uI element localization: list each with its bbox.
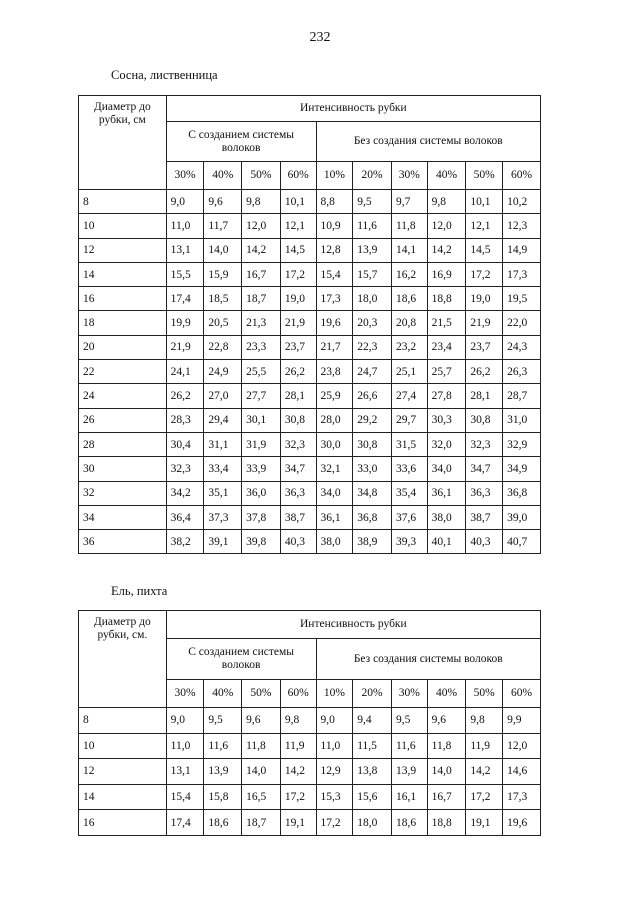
- value-cell: 38,0: [316, 530, 353, 554]
- value-cell: 13,9: [391, 759, 427, 785]
- value-cell: 34,2: [166, 481, 204, 505]
- value-cell: 13,1: [166, 238, 204, 262]
- value-cell: 26,2: [166, 384, 204, 408]
- header-without-pct: 50%: [466, 680, 503, 708]
- table-row: [79, 481, 541, 505]
- value-cell: 17,2: [280, 784, 316, 810]
- value-cell: 11,9: [466, 733, 503, 759]
- value-cell: 12,0: [427, 214, 466, 238]
- value-cell: 23,2: [391, 335, 427, 359]
- value-cell: 17,3: [503, 784, 541, 810]
- diameter-cell: 8: [79, 190, 167, 214]
- header-without-pct: 10%: [316, 680, 353, 708]
- value-cell: 10,1: [466, 190, 503, 214]
- value-cell: 26,6: [353, 384, 392, 408]
- table-row: [79, 733, 541, 759]
- header-without-pct: 10%: [316, 162, 353, 190]
- value-cell: 32,1: [316, 457, 353, 481]
- value-cell: 11,6: [391, 733, 427, 759]
- diameter-cell: 24: [79, 384, 167, 408]
- value-cell: 25,9: [316, 384, 353, 408]
- value-cell: 11,8: [242, 733, 281, 759]
- diameter-cell: 10: [79, 733, 167, 759]
- value-cell: 12,0: [503, 733, 541, 759]
- value-cell: 19,1: [466, 810, 503, 836]
- diameter-cell: 34: [79, 505, 167, 529]
- header-with-pct: 60%: [280, 162, 316, 190]
- diameter-cell: 30: [79, 457, 167, 481]
- value-cell: 36,4: [166, 505, 204, 529]
- value-cell: 14,2: [280, 759, 316, 785]
- value-cell: 27,0: [204, 384, 242, 408]
- value-cell: 17,2: [466, 784, 503, 810]
- value-cell: 14,0: [204, 238, 242, 262]
- value-cell: 19,1: [280, 810, 316, 836]
- value-cell: 25,1: [391, 360, 427, 384]
- value-cell: 30,1: [242, 408, 281, 432]
- value-cell: 28,1: [466, 384, 503, 408]
- diameter-cell: 32: [79, 481, 167, 505]
- value-cell: 14,6: [503, 759, 541, 785]
- header-diameter: Диаметр до рубки, см: [79, 96, 167, 190]
- value-cell: 38,9: [353, 530, 392, 554]
- value-cell: 40,1: [427, 530, 466, 554]
- table-row: [79, 810, 541, 836]
- value-cell: 33,0: [353, 457, 392, 481]
- value-cell: 20,5: [204, 311, 242, 335]
- header-without-pct: 60%: [503, 680, 541, 708]
- value-cell: 9,6: [242, 708, 281, 734]
- value-cell: 34,9: [503, 457, 541, 481]
- value-cell: 38,2: [166, 530, 204, 554]
- value-cell: 15,5: [166, 262, 204, 286]
- table-row: [79, 238, 541, 262]
- header-without-pct: 20%: [353, 162, 392, 190]
- value-cell: 30,3: [427, 408, 466, 432]
- value-cell: 9,8: [280, 708, 316, 734]
- value-cell: 9,5: [353, 190, 392, 214]
- value-cell: 21,7: [316, 335, 353, 359]
- value-cell: 37,8: [242, 505, 281, 529]
- value-cell: 14,2: [427, 238, 466, 262]
- table-row: [79, 408, 541, 432]
- diameter-cell: 8: [79, 708, 167, 734]
- value-cell: 10,9: [316, 214, 353, 238]
- header-without-pct: 60%: [503, 162, 541, 190]
- value-cell: 35,4: [391, 481, 427, 505]
- value-cell: 23,8: [316, 360, 353, 384]
- value-cell: 15,6: [353, 784, 392, 810]
- value-cell: 9,5: [391, 708, 427, 734]
- value-cell: 16,9: [427, 262, 466, 286]
- diameter-cell: 22: [79, 360, 167, 384]
- value-cell: 27,8: [427, 384, 466, 408]
- value-cell: 23,4: [427, 335, 466, 359]
- value-cell: 24,9: [204, 360, 242, 384]
- value-cell: 17,3: [316, 287, 353, 311]
- value-cell: 10,1: [280, 190, 316, 214]
- value-cell: 30,4: [166, 432, 204, 456]
- value-cell: 39,8: [242, 530, 281, 554]
- value-cell: 17,4: [166, 810, 204, 836]
- value-cell: 21,9: [280, 311, 316, 335]
- value-cell: 16,7: [427, 784, 466, 810]
- value-cell: 11,9: [280, 733, 316, 759]
- value-cell: 24,3: [503, 335, 541, 359]
- value-cell: 18,7: [242, 287, 281, 311]
- value-cell: 31,5: [391, 432, 427, 456]
- value-cell: 25,7: [427, 360, 466, 384]
- value-cell: 11,8: [391, 214, 427, 238]
- value-cell: 12,8: [316, 238, 353, 262]
- value-cell: 26,3: [503, 360, 541, 384]
- value-cell: 28,7: [503, 384, 541, 408]
- header-without-system: Без создания системы волоков: [316, 122, 540, 162]
- value-cell: 23,7: [466, 335, 503, 359]
- header-without-pct: 30%: [391, 680, 427, 708]
- value-cell: 22,3: [353, 335, 392, 359]
- value-cell: 9,8: [242, 190, 281, 214]
- value-cell: 36,8: [353, 505, 392, 529]
- value-cell: 16,5: [242, 784, 281, 810]
- value-cell: 17,2: [466, 262, 503, 286]
- header-with-pct: 30%: [166, 680, 204, 708]
- value-cell: 32,9: [503, 432, 541, 456]
- header-without-pct: 40%: [427, 680, 466, 708]
- header-with-pct: 50%: [242, 162, 281, 190]
- value-cell: 9,0: [166, 708, 204, 734]
- value-cell: 18,0: [353, 810, 392, 836]
- header-without-pct: 20%: [353, 680, 392, 708]
- value-cell: 40,3: [280, 530, 316, 554]
- value-cell: 25,5: [242, 360, 281, 384]
- diameter-cell: 36: [79, 530, 167, 554]
- value-cell: 9,8: [427, 190, 466, 214]
- diameter-cell: 12: [79, 759, 167, 785]
- value-cell: 19,6: [316, 311, 353, 335]
- header-diameter: Диаметр до рубки, см.: [79, 611, 167, 708]
- value-cell: 34,8: [353, 481, 392, 505]
- header-without-pct: 50%: [466, 162, 503, 190]
- value-cell: 19,0: [280, 287, 316, 311]
- value-cell: 19,6: [503, 810, 541, 836]
- header-with-pct: 40%: [204, 680, 242, 708]
- value-cell: 9,8: [466, 708, 503, 734]
- value-cell: 22,8: [204, 335, 242, 359]
- value-cell: 15,7: [353, 262, 392, 286]
- value-cell: 19,5: [503, 287, 541, 311]
- value-cell: 15,3: [316, 784, 353, 810]
- value-cell: 28,0: [316, 408, 353, 432]
- value-cell: 21,9: [166, 335, 204, 359]
- value-cell: 28,1: [280, 384, 316, 408]
- value-cell: 33,9: [242, 457, 281, 481]
- value-cell: 18,6: [204, 810, 242, 836]
- value-cell: 29,2: [353, 408, 392, 432]
- diameter-cell: 26: [79, 408, 167, 432]
- diameter-cell: 14: [79, 262, 167, 286]
- value-cell: 36,0: [242, 481, 281, 505]
- table-row: [79, 335, 541, 359]
- value-cell: 28,3: [166, 408, 204, 432]
- header-with-pct: 40%: [204, 162, 242, 190]
- table-row: [79, 530, 541, 554]
- header-with-system: С созданием системы волоков: [166, 639, 316, 680]
- value-cell: 9,6: [427, 708, 466, 734]
- value-cell: 29,7: [391, 408, 427, 432]
- value-cell: 32,0: [427, 432, 466, 456]
- value-cell: 9,7: [391, 190, 427, 214]
- value-cell: 11,0: [166, 214, 204, 238]
- value-cell: 39,0: [503, 505, 541, 529]
- value-cell: 11,0: [316, 733, 353, 759]
- value-cell: 20,8: [391, 311, 427, 335]
- value-cell: 15,9: [204, 262, 242, 286]
- value-cell: 9,9: [503, 708, 541, 734]
- value-cell: 31,0: [503, 408, 541, 432]
- header-without-system: Без создания системы волоков: [316, 639, 540, 680]
- value-cell: 37,6: [391, 505, 427, 529]
- value-cell: 30,0: [316, 432, 353, 456]
- value-cell: 36,8: [503, 481, 541, 505]
- value-cell: 39,3: [391, 530, 427, 554]
- value-cell: 34,0: [316, 481, 353, 505]
- diameter-cell: 16: [79, 287, 167, 311]
- value-cell: 13,8: [353, 759, 392, 785]
- value-cell: 16,1: [391, 784, 427, 810]
- value-cell: 34,0: [427, 457, 466, 481]
- table-row: [79, 214, 541, 238]
- value-cell: 17,2: [316, 810, 353, 836]
- header-with-pct: 60%: [280, 680, 316, 708]
- header-intensity: Интенсивность рубки: [166, 96, 540, 122]
- header-intensity: Интенсивность рубки: [166, 611, 540, 639]
- value-cell: 35,1: [204, 481, 242, 505]
- value-cell: 18,6: [391, 810, 427, 836]
- table-row: [79, 287, 541, 311]
- value-cell: 9,5: [204, 708, 242, 734]
- value-cell: 9,4: [353, 708, 392, 734]
- value-cell: 40,7: [503, 530, 541, 554]
- value-cell: 15,4: [316, 262, 353, 286]
- value-cell: 18,6: [391, 287, 427, 311]
- value-cell: 40,3: [466, 530, 503, 554]
- value-cell: 27,7: [242, 384, 281, 408]
- value-cell: 33,4: [204, 457, 242, 481]
- section-caption-pine-larch: Сосна, лиственница: [111, 68, 218, 82]
- table-row: [79, 432, 541, 456]
- value-cell: 11,6: [204, 733, 242, 759]
- value-cell: 9,0: [316, 708, 353, 734]
- value-cell: 30,8: [280, 408, 316, 432]
- table-row: [79, 457, 541, 481]
- value-cell: 24,7: [353, 360, 392, 384]
- value-cell: 37,3: [204, 505, 242, 529]
- value-cell: 38,7: [466, 505, 503, 529]
- value-cell: 14,0: [427, 759, 466, 785]
- value-cell: 21,3: [242, 311, 281, 335]
- value-cell: 29,4: [204, 408, 242, 432]
- value-cell: 18,8: [427, 287, 466, 311]
- value-cell: 16,2: [391, 262, 427, 286]
- value-cell: 13,9: [204, 759, 242, 785]
- value-cell: 15,8: [204, 784, 242, 810]
- value-cell: 13,9: [353, 238, 392, 262]
- value-cell: 26,2: [280, 360, 316, 384]
- value-cell: 11,7: [204, 214, 242, 238]
- value-cell: 19,9: [166, 311, 204, 335]
- value-cell: 36,1: [427, 481, 466, 505]
- value-cell: 18,8: [427, 810, 466, 836]
- table-row: [79, 384, 541, 408]
- value-cell: 18,7: [242, 810, 281, 836]
- value-cell: 14,2: [242, 238, 281, 262]
- diameter-cell: 14: [79, 784, 167, 810]
- header-without-pct: 40%: [427, 162, 466, 190]
- value-cell: 19,0: [466, 287, 503, 311]
- value-cell: 17,4: [166, 287, 204, 311]
- section-caption-spruce-fir: Ель, пихта: [111, 584, 168, 598]
- table-row: [79, 708, 541, 734]
- table-row: [79, 262, 541, 286]
- value-cell: 21,5: [427, 311, 466, 335]
- value-cell: 18,5: [204, 287, 242, 311]
- value-cell: 39,1: [204, 530, 242, 554]
- value-cell: 8,8: [316, 190, 353, 214]
- value-cell: 17,2: [280, 262, 316, 286]
- value-cell: 38,0: [427, 505, 466, 529]
- header-with-pct: 30%: [166, 162, 204, 190]
- value-cell: 12,0: [242, 214, 281, 238]
- table-row: [79, 311, 541, 335]
- value-cell: 21,9: [466, 311, 503, 335]
- table-row: [79, 190, 541, 214]
- value-cell: 34,7: [466, 457, 503, 481]
- diameter-cell: 20: [79, 335, 167, 359]
- value-cell: 30,8: [466, 408, 503, 432]
- value-cell: 20,3: [353, 311, 392, 335]
- value-cell: 14,5: [466, 238, 503, 262]
- value-cell: 15,4: [166, 784, 204, 810]
- table-row: [79, 360, 541, 384]
- value-cell: 31,1: [204, 432, 242, 456]
- value-cell: 11,0: [166, 733, 204, 759]
- value-cell: 23,3: [242, 335, 281, 359]
- diameter-cell: 16: [79, 810, 167, 836]
- value-cell: 11,6: [353, 214, 392, 238]
- value-cell: 14,0: [242, 759, 281, 785]
- value-cell: 17,3: [503, 262, 541, 286]
- value-cell: 13,1: [166, 759, 204, 785]
- value-cell: 36,1: [316, 505, 353, 529]
- value-cell: 12,1: [466, 214, 503, 238]
- value-cell: 9,0: [166, 190, 204, 214]
- value-cell: 9,6: [204, 190, 242, 214]
- table-row: [79, 505, 541, 529]
- value-cell: 27,4: [391, 384, 427, 408]
- value-cell: 14,2: [466, 759, 503, 785]
- header-without-pct: 30%: [391, 162, 427, 190]
- value-cell: 23,7: [280, 335, 316, 359]
- page-number: 232: [309, 30, 331, 45]
- value-cell: 14,1: [391, 238, 427, 262]
- diameter-cell: 12: [79, 238, 167, 262]
- value-cell: 12,9: [316, 759, 353, 785]
- value-cell: 32,3: [466, 432, 503, 456]
- value-cell: 22,0: [503, 311, 541, 335]
- value-cell: 14,5: [280, 238, 316, 262]
- value-cell: 36,3: [280, 481, 316, 505]
- value-cell: 24,1: [166, 360, 204, 384]
- table-row: [79, 759, 541, 785]
- value-cell: 26,2: [466, 360, 503, 384]
- table-row: [79, 784, 541, 810]
- value-cell: 18,0: [353, 287, 392, 311]
- value-cell: 12,3: [503, 214, 541, 238]
- diameter-cell: 28: [79, 432, 167, 456]
- value-cell: 33,6: [391, 457, 427, 481]
- value-cell: 16,7: [242, 262, 281, 286]
- value-cell: 31,9: [242, 432, 281, 456]
- value-cell: 11,5: [353, 733, 392, 759]
- value-cell: 11,8: [427, 733, 466, 759]
- value-cell: 10,2: [503, 190, 541, 214]
- value-cell: 32,3: [166, 457, 204, 481]
- table-pine-larch: [78, 95, 541, 554]
- value-cell: 38,7: [280, 505, 316, 529]
- table-spruce-fir: [78, 610, 541, 836]
- value-cell: 30,8: [353, 432, 392, 456]
- header-with-pct: 50%: [242, 680, 281, 708]
- diameter-cell: 18: [79, 311, 167, 335]
- value-cell: 34,7: [280, 457, 316, 481]
- value-cell: 32,3: [280, 432, 316, 456]
- diameter-cell: 10: [79, 214, 167, 238]
- header-with-system: С созданием системы волоков: [166, 122, 316, 162]
- value-cell: 36,3: [466, 481, 503, 505]
- value-cell: 14,9: [503, 238, 541, 262]
- value-cell: 12,1: [280, 214, 316, 238]
